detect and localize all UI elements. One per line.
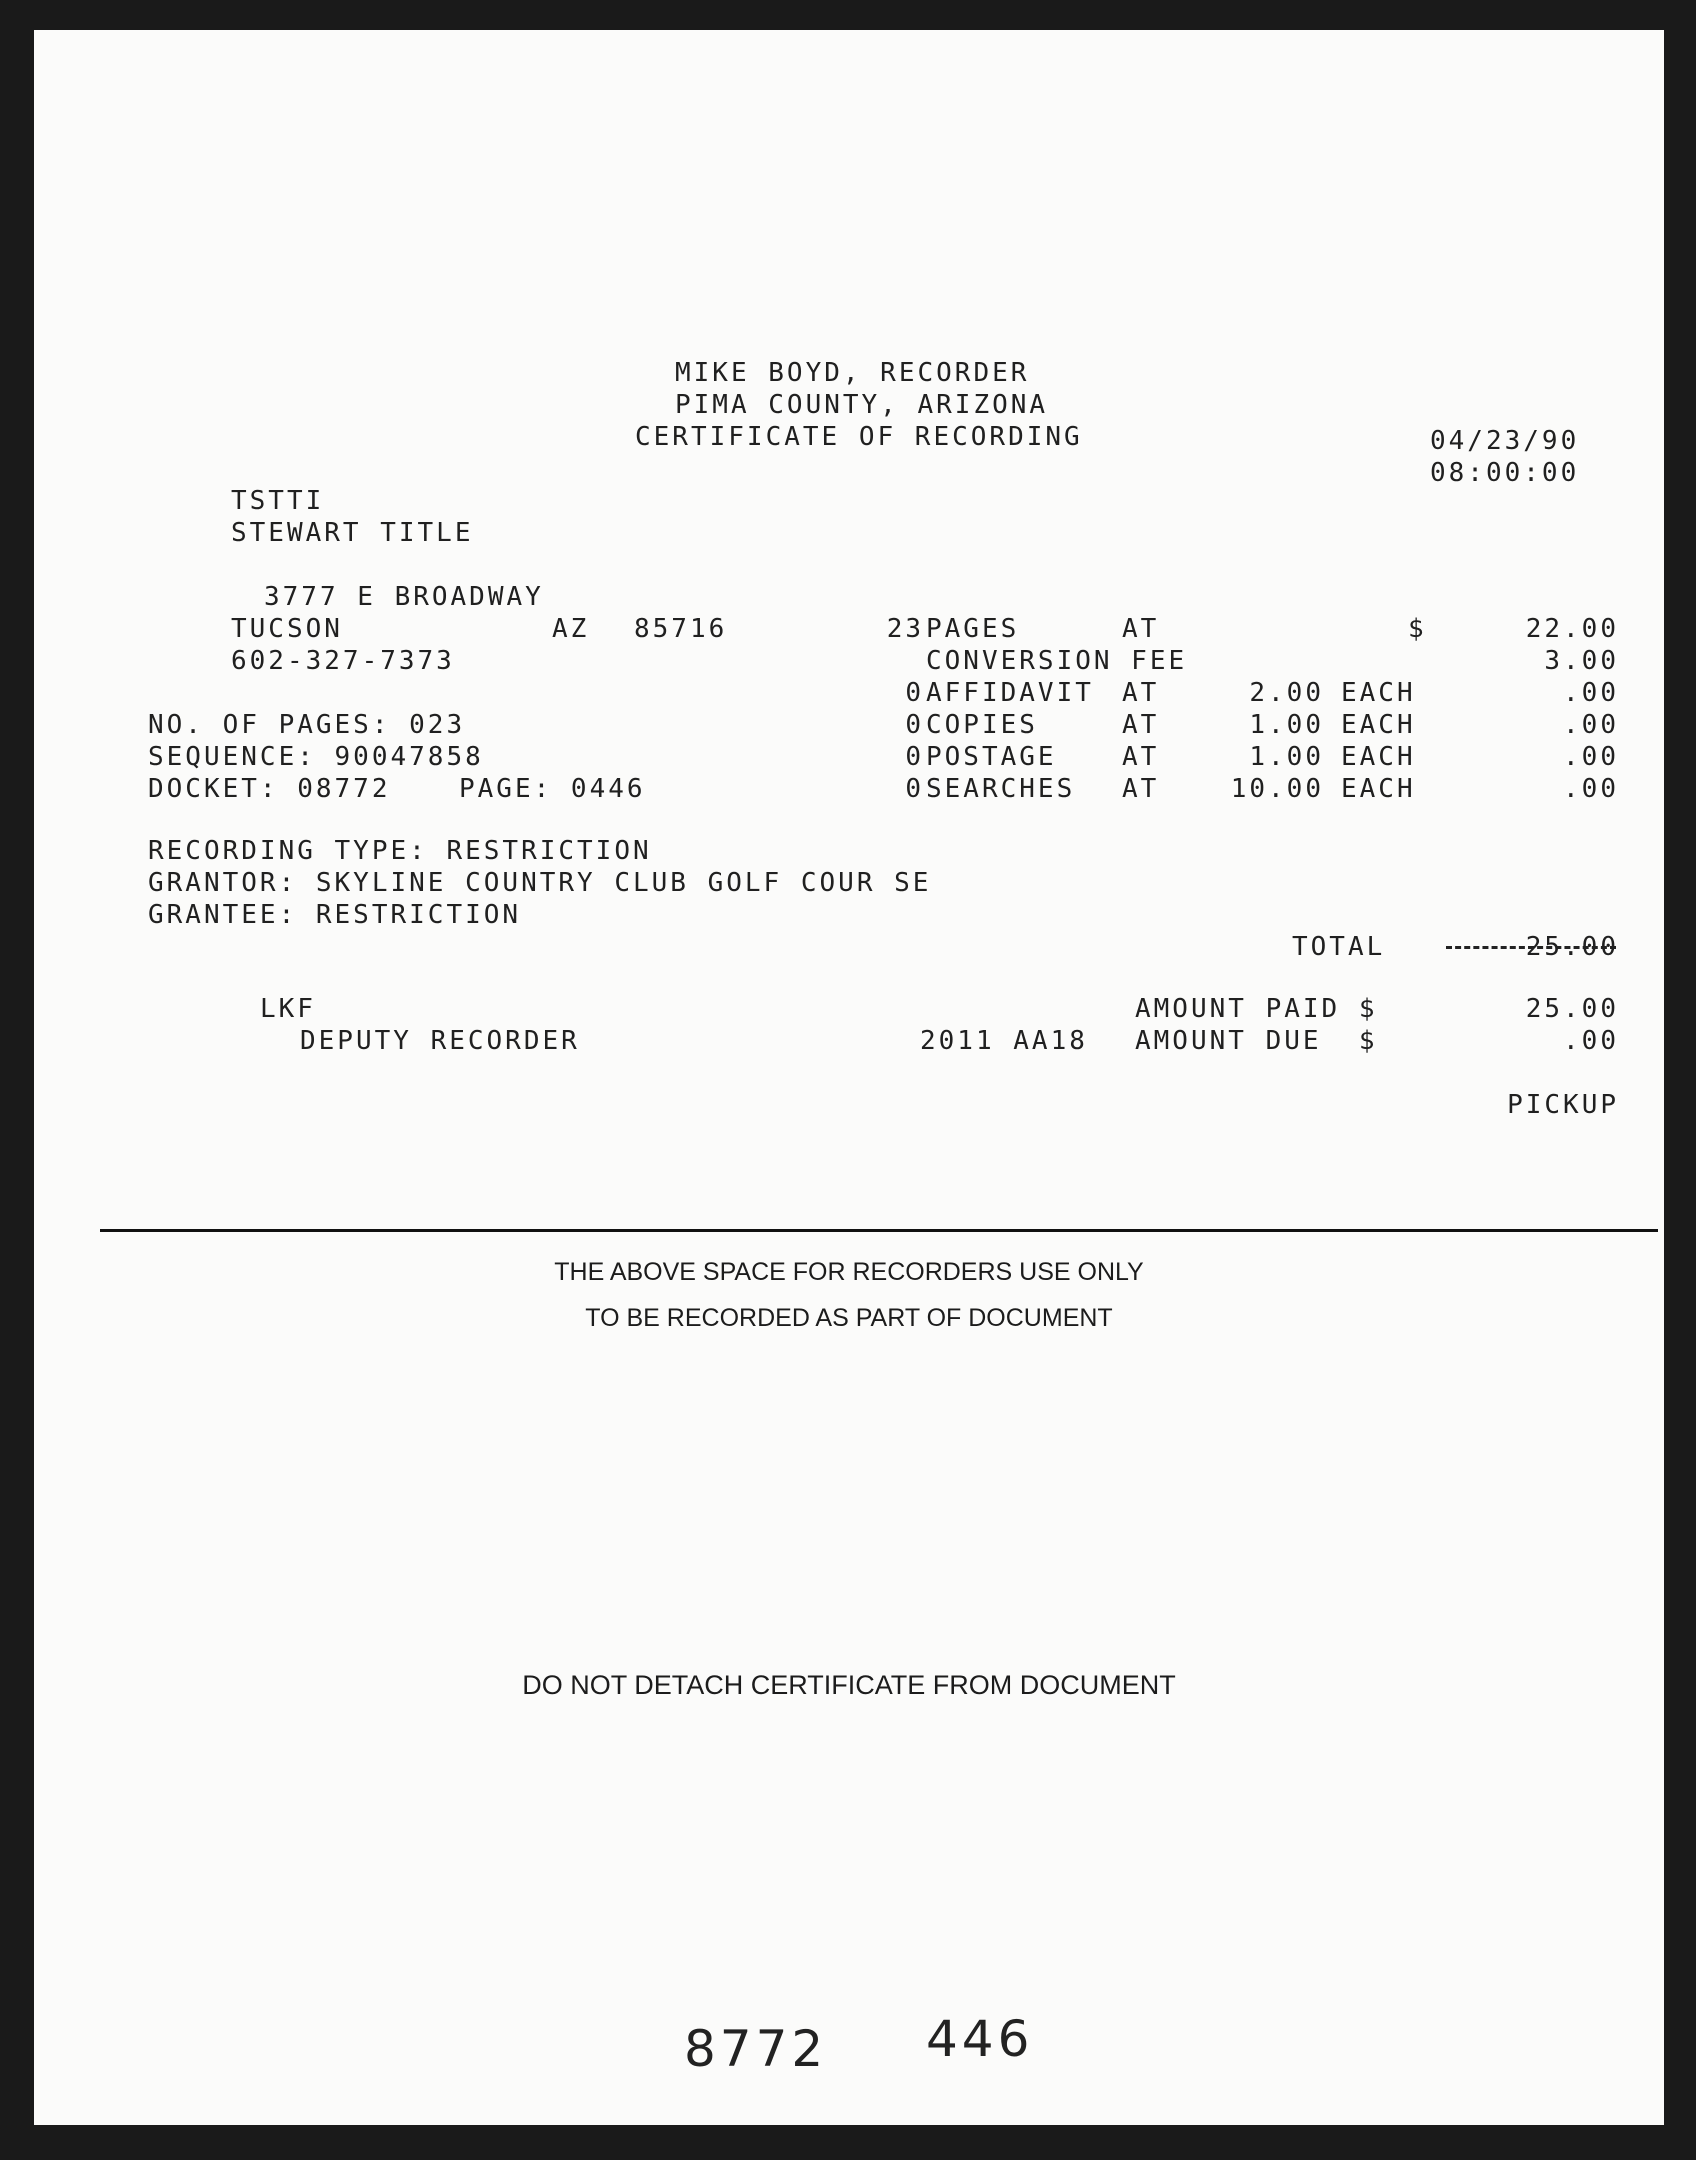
sequence-number: SEQUENCE: 90047858 xyxy=(148,742,484,772)
fee-at: AT xyxy=(1122,742,1160,772)
client-code: TSTTI xyxy=(231,486,325,516)
fee-amount: .00 xyxy=(1563,774,1619,804)
fee-qty: 23 xyxy=(886,614,924,644)
pages-count: NO. OF PAGES: 023 xyxy=(148,710,466,740)
fee-amount: 3.00 xyxy=(1544,646,1619,676)
fee-item: SEARCHES xyxy=(926,774,1076,804)
amount-due-label: AMOUNT DUE $ xyxy=(1135,1026,1378,1056)
fee-at: AT xyxy=(1122,774,1160,804)
document-page xyxy=(34,30,1664,2125)
fee-amount: .00 xyxy=(1563,742,1619,772)
fee-amount: .00 xyxy=(1563,710,1619,740)
record-time: 08:00:00 xyxy=(1430,458,1580,488)
fee-item: PAGES xyxy=(926,614,1020,644)
fee-each: EACH xyxy=(1341,678,1416,708)
client-zip: 85716 xyxy=(634,614,728,644)
total-label: TOTAL xyxy=(1292,932,1386,962)
record-date: 04/23/90 xyxy=(1430,426,1580,456)
recorder-name: MIKE BOYD, RECORDER xyxy=(675,358,1030,388)
fee-rate: 1.00 xyxy=(1249,710,1324,740)
client-street: 3777 E BROADWAY xyxy=(264,582,544,612)
detach-warning: DO NOT DETACH CERTIFICATE FROM DOCUMENT xyxy=(522,1670,1176,1700)
fee-amount: .00 xyxy=(1563,678,1619,708)
footer-page: 446 xyxy=(926,2010,1034,2068)
docket-number: DOCKET: 08772 xyxy=(148,774,391,804)
client-phone: 602-327-7373 xyxy=(231,646,455,676)
fee-item: COPIES xyxy=(926,710,1038,740)
recording-type: RECORDING TYPE: RESTRICTION xyxy=(148,836,652,866)
client-name: STEWART TITLE xyxy=(231,518,474,548)
fee-each: EACH xyxy=(1341,710,1416,740)
client-state: AZ xyxy=(552,614,590,644)
certificate-title: CERTIFICATE OF RECORDING xyxy=(635,422,1083,452)
recorded-part-notice: TO BE RECORDED AS PART OF DOCUMENT xyxy=(585,1304,1113,1332)
footer-docket: 8772 xyxy=(684,2020,828,2078)
fee-at: AT xyxy=(1122,710,1160,740)
fee-item: CONVERSION FEE xyxy=(926,646,1188,676)
fee-rate: 10.00 xyxy=(1230,774,1324,804)
amount-paid-label: AMOUNT PAID $ xyxy=(1135,994,1378,1024)
deputy-initials: LKF xyxy=(260,994,316,1024)
page-number: PAGE: 0446 xyxy=(459,774,646,804)
total-amount: 25.00 xyxy=(1525,932,1619,962)
fee-at: AT xyxy=(1122,614,1160,644)
fee-currency: $ xyxy=(1408,614,1427,644)
deputy-code: 2011 AA18 xyxy=(920,1026,1088,1056)
fee-item: AFFIDAVIT xyxy=(926,678,1094,708)
deputy-title: DEPUTY RECORDER xyxy=(300,1026,580,1056)
client-city: TUCSON xyxy=(231,614,343,644)
recorders-use-notice: THE ABOVE SPACE FOR RECORDERS USE ONLY xyxy=(554,1258,1144,1286)
fee-qty: 0 xyxy=(905,742,924,772)
fee-qty: 0 xyxy=(905,710,924,740)
fee-each: EACH xyxy=(1341,742,1416,772)
county-state: PIMA COUNTY, ARIZONA xyxy=(675,390,1049,420)
fee-each: EACH xyxy=(1341,774,1416,804)
fee-rate: 1.00 xyxy=(1249,742,1324,772)
fee-qty: 0 xyxy=(905,678,924,708)
amount-paid: 25.00 xyxy=(1525,994,1619,1024)
pickup-label: PICKUP xyxy=(1507,1090,1619,1120)
fee-qty: 0 xyxy=(905,774,924,804)
amount-due: .00 xyxy=(1563,1026,1619,1056)
grantor: GRANTOR: SKYLINE COUNTRY CLUB GOLF COUR SE xyxy=(148,868,932,898)
fee-at: AT xyxy=(1122,678,1160,708)
fee-rate: 2.00 xyxy=(1249,678,1324,708)
section-divider xyxy=(100,1229,1658,1232)
fee-amount: 22.00 xyxy=(1525,614,1619,644)
fee-item: POSTAGE xyxy=(926,742,1057,772)
grantee: GRANTEE: RESTRICTION xyxy=(148,900,522,930)
